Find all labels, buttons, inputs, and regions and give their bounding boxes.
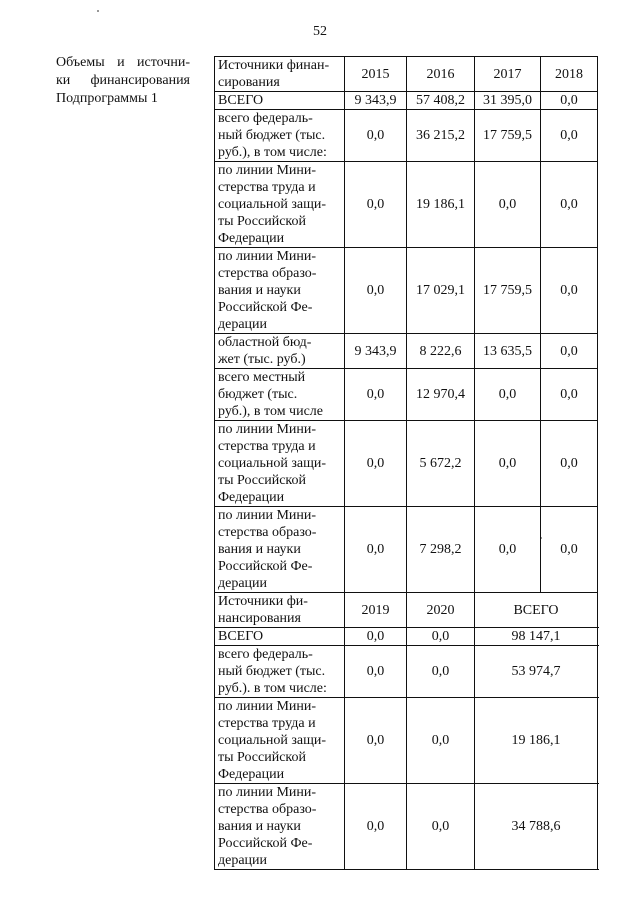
value-cell: 17 759,5 xyxy=(475,110,541,162)
section-label-line: Объемы и источни- xyxy=(56,55,190,70)
page-number: 52 xyxy=(313,24,327,39)
value-cell: 0,0 xyxy=(407,698,475,784)
source-label-cell: всего федераль- ный бюджет (тыс. руб.), в том числе: xyxy=(215,110,345,162)
value-cell: 0,0 xyxy=(345,248,407,334)
value-cell: 0,0 xyxy=(345,698,407,784)
value-cell: 0,0 xyxy=(345,162,407,248)
table-row xyxy=(215,698,598,784)
value-cell: 0,0 xyxy=(541,421,598,507)
source-label-cell: ВСЕГО xyxy=(215,628,345,646)
value-cell: 0,0 xyxy=(345,110,407,162)
source-label-cell: всего местный бюджет (тыс. руб.), в том числе xyxy=(215,369,345,421)
value-cell: 0,0 xyxy=(541,92,598,110)
value-cell: 0,0 xyxy=(541,334,598,369)
value-cell: 0,0 xyxy=(541,507,598,593)
value-cell: 0,0 xyxy=(541,369,598,421)
value-cell: 57 408,2 xyxy=(407,92,475,110)
header-row xyxy=(215,593,598,628)
value-cell: 0,0 xyxy=(345,421,407,507)
year-header-cell: 2015 xyxy=(345,57,407,92)
table-row xyxy=(215,162,598,248)
section-label-line: Подпрограммы 1 xyxy=(56,91,158,106)
table-row xyxy=(215,628,598,646)
value-cell: 31 395,0 xyxy=(475,92,541,110)
value-cell: 9 343,9 xyxy=(345,92,407,110)
value-cell: 0,0 xyxy=(475,507,541,593)
value-cell: 7 298,2 xyxy=(407,507,475,593)
source-label-cell: всего федераль- ный бюджет (тыс. руб.). в том числе: xyxy=(215,646,345,698)
source-label-cell: по линии Мини- стерства образо- вания и науки Российской Фе- дерации xyxy=(215,507,345,593)
source-label-cell: по линии Мини- стерства образо- вания и науки Российской Фе- дерации xyxy=(215,248,345,334)
table-row xyxy=(215,507,598,593)
source-label-cell: по линии Мини- стерства труда и социальной защи- ты Российской Федерации xyxy=(215,421,345,507)
value-cell: 13 635,5 xyxy=(475,334,541,369)
value-cell: 12 970,4 xyxy=(407,369,475,421)
value-cell: 0,0 xyxy=(345,646,407,698)
year-header-cell: 2020 xyxy=(407,593,475,628)
table-row xyxy=(215,646,598,698)
year-header-cell: 2016 xyxy=(407,57,475,92)
scan-speck xyxy=(97,10,99,12)
source-label-cell: ВСЕГО xyxy=(215,92,345,110)
section-label-line: ки финансирования xyxy=(56,73,190,88)
table-row xyxy=(215,248,598,334)
value-cell: 5 672,2 xyxy=(407,421,475,507)
source-label-cell: по линии Мини- стерства труда и социальной защи- ты Российской Федерации xyxy=(215,698,345,784)
table-row xyxy=(215,369,598,421)
value-cell: 8 222,6 xyxy=(407,334,475,369)
source-header-cell: Источники фи- нансирования xyxy=(215,593,345,628)
value-cell: 0,0 xyxy=(407,784,475,870)
value-cell: 0,0 xyxy=(475,162,541,248)
table-row xyxy=(215,92,598,110)
value-cell: 36 215,2 xyxy=(407,110,475,162)
table-row xyxy=(215,110,598,162)
financing-table xyxy=(214,56,598,870)
value-cell: 0,0 xyxy=(541,162,598,248)
total-value-cell: 53 974,7 xyxy=(475,646,598,698)
value-cell: 0,0 xyxy=(541,248,598,334)
value-cell: 19 186,1 xyxy=(407,162,475,248)
source-label-cell: по линии Мини- стерства труда и социальной защи- ты Российской Федерации xyxy=(215,162,345,248)
header-row xyxy=(215,57,598,92)
value-cell: 0,0 xyxy=(475,421,541,507)
section-label xyxy=(56,54,190,108)
value-cell: 0,0 xyxy=(345,784,407,870)
source-header-cell: Источники финан- сирования xyxy=(215,57,345,92)
value-cell: 9 343,9 xyxy=(345,334,407,369)
year-header-cell: 2017 xyxy=(475,57,541,92)
total-header-cell: ВСЕГО xyxy=(475,593,598,628)
value-cell: 0,0 xyxy=(345,369,407,421)
value-cell: 0,0 xyxy=(541,110,598,162)
source-label-cell: по линии Мини- стерства образо- вания и науки Российской Фе- дерации xyxy=(215,784,345,870)
year-header-cell: 2019 xyxy=(345,593,407,628)
value-cell: 0,0 xyxy=(407,628,475,646)
total-value-cell: 19 186,1 xyxy=(475,698,598,784)
value-cell: 0,0 xyxy=(345,628,407,646)
total-value-cell: 34 788,6 xyxy=(475,784,598,870)
table-row xyxy=(215,334,598,369)
source-label-cell: областной бюд- жет (тыс. руб.) xyxy=(215,334,345,369)
year-header-cell: 2018 xyxy=(541,57,598,92)
value-cell: 0,0 xyxy=(345,507,407,593)
table-row xyxy=(215,784,598,870)
total-value-cell: 98 147,1 xyxy=(475,628,598,646)
value-cell: 17 029,1 xyxy=(407,248,475,334)
value-cell: 0,0 xyxy=(407,646,475,698)
value-cell: 0,0 xyxy=(475,369,541,421)
table-row xyxy=(215,421,598,507)
value-cell: 17 759,5 xyxy=(475,248,541,334)
